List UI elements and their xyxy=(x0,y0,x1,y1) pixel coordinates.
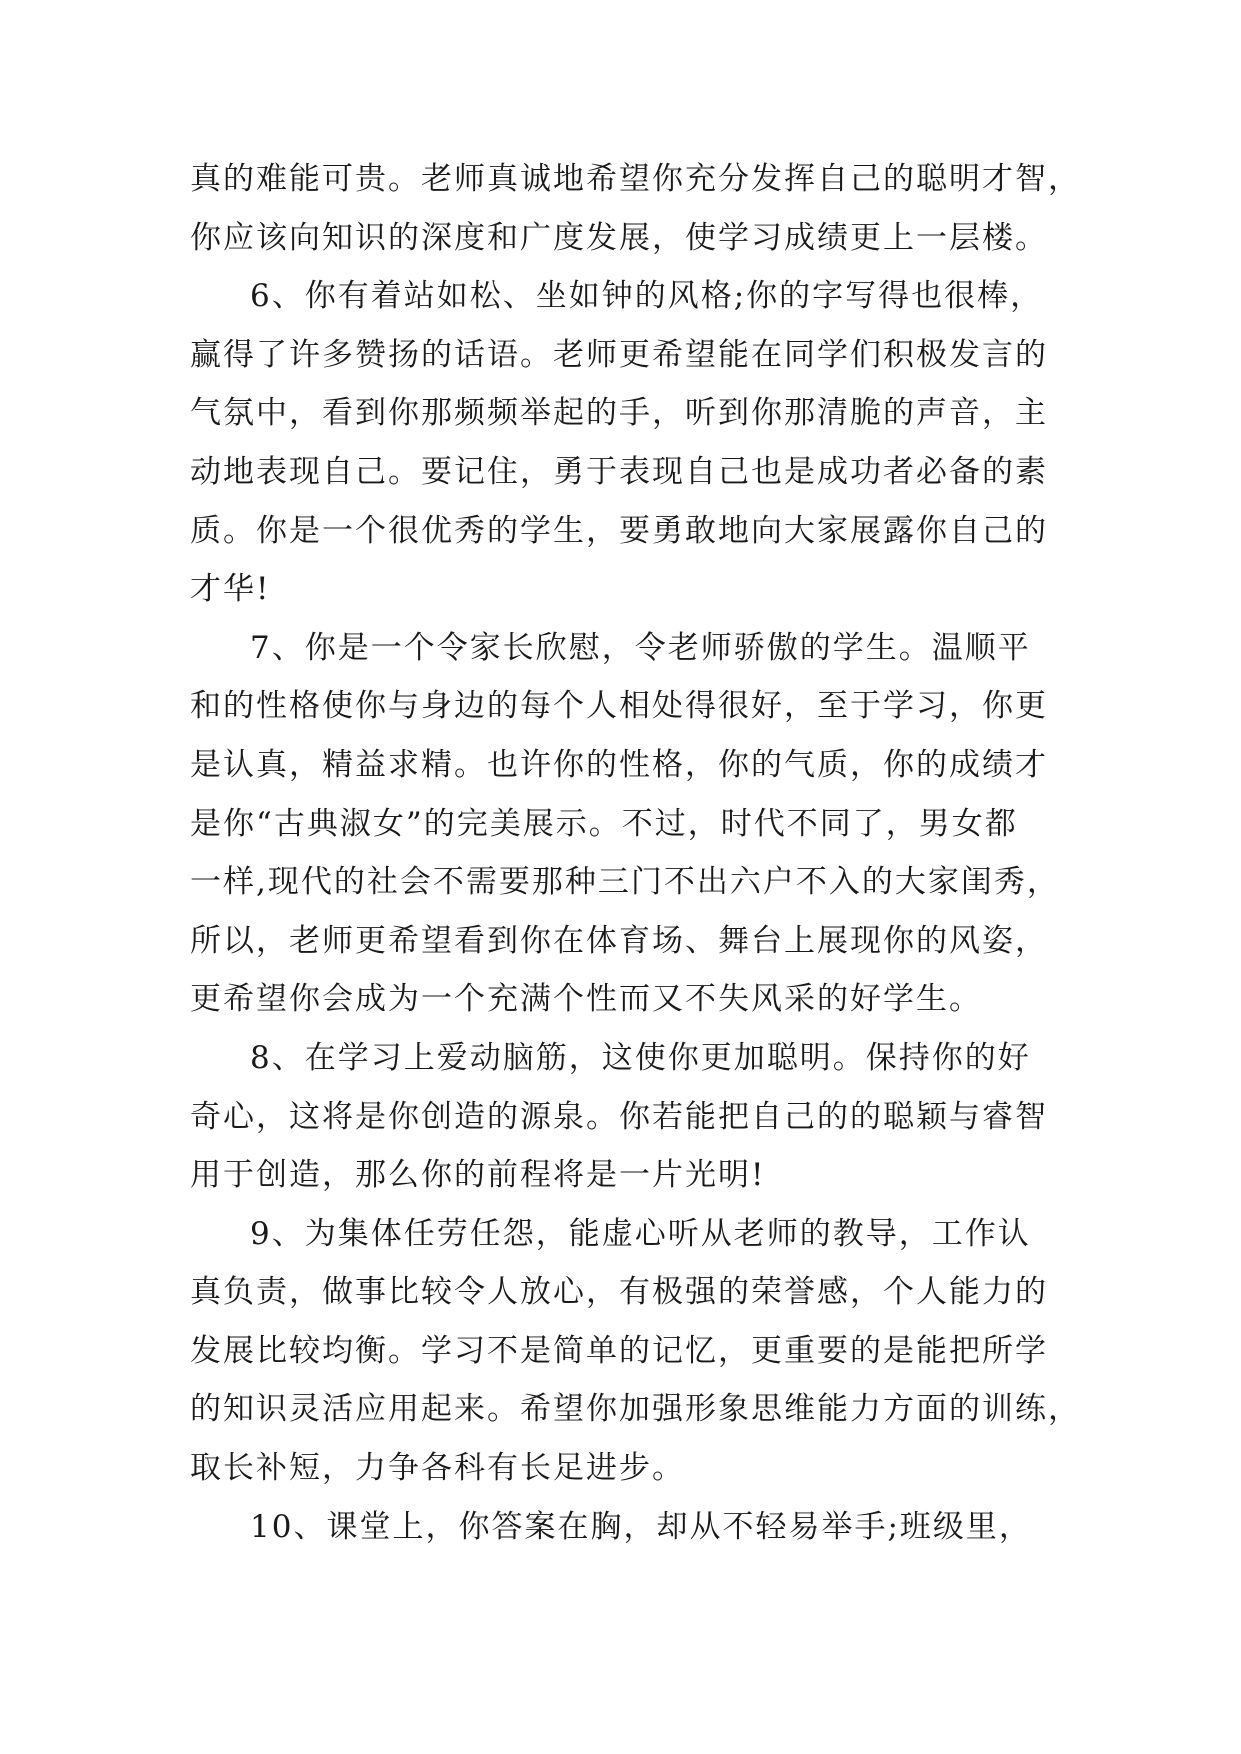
paragraph-start-line: 9、为集体任劳任怨，能虚心听从老师的教导，工作认 xyxy=(250,1215,1031,1252)
paragraph-start-line: 6、你有着站如松、坐如钟的风格;你的字写得也很棒， xyxy=(250,278,1044,315)
text-line: 一样,现代的社会不需要那种三门不出六户不入的大家闺秀， xyxy=(190,864,1060,901)
text-line: 是你“古典淑女”的完美展示。不过，时代不同了，男女都 xyxy=(190,805,1018,842)
text-line: 才华! xyxy=(190,571,271,608)
document-body xyxy=(190,150,1090,1556)
paragraph-start-line: 7、你是一个令家长欣慰，令老师骄傲的学生。温顺平 xyxy=(250,629,1031,666)
text-line: 的知识灵活应用起来。希望你加强形象思维能力方面的训练， xyxy=(190,1391,1081,1428)
text-line: 更希望你会成为一个充满个性而又不失风采的好学生。 xyxy=(190,981,982,1018)
text-line: 和的性格使你与身边的每个人相处得很好，至于学习，你更 xyxy=(190,688,1048,725)
text-line: 是认真，精益求精。也许你的性格，你的气质，你的成绩才 xyxy=(190,746,1048,783)
text-line: 气氛中，看到你那频频举起的手，听到你那清脆的声音，主 xyxy=(190,395,1048,432)
text-line: 赢得了许多赞扬的话语。老师更希望能在同学们积极发言的 xyxy=(190,336,1048,373)
text-line: 所以，老师更希望看到你在体育场、舞台上展现你的风姿， xyxy=(190,922,1048,959)
text-line: 真负责，做事比较令人放心，有极强的荣誉感，个人能力的 xyxy=(190,1274,1048,1311)
text-line: 发展比较均衡。学习不是简单的记忆，更重要的是能把所学 xyxy=(190,1332,1048,1369)
paragraph-start-line: 8、在学习上爱动脑筋，这使你更加聪明。保持你的好 xyxy=(250,1039,1031,1076)
text-line: 你应该向知识的深度和广度发展，使学习成绩更上一层楼。 xyxy=(190,219,1048,256)
text-line: 动地表现自己。要记住，勇于表现自己也是成功者必备的素 xyxy=(190,453,1048,490)
text-line: 用于创造，那么你的前程将是一片光明! xyxy=(190,1157,766,1194)
text-line: 真的难能可贵。老师真诚地希望你充分发挥自己的聪明才智， xyxy=(190,161,1081,197)
text-line: 取长补短，力争各科有长足进步。 xyxy=(190,1450,685,1487)
text-line: 奇心，这将是你创造的源泉。你若能把自己的的聪颖与睿智 xyxy=(190,1098,1048,1135)
paragraph-start-line: 10、课堂上，你答案在胸，却从不轻易举手;班级里， xyxy=(250,1508,1032,1545)
text-line: 质。你是一个很优秀的学生，要勇敢地向大家展露你自己的 xyxy=(190,512,1048,549)
